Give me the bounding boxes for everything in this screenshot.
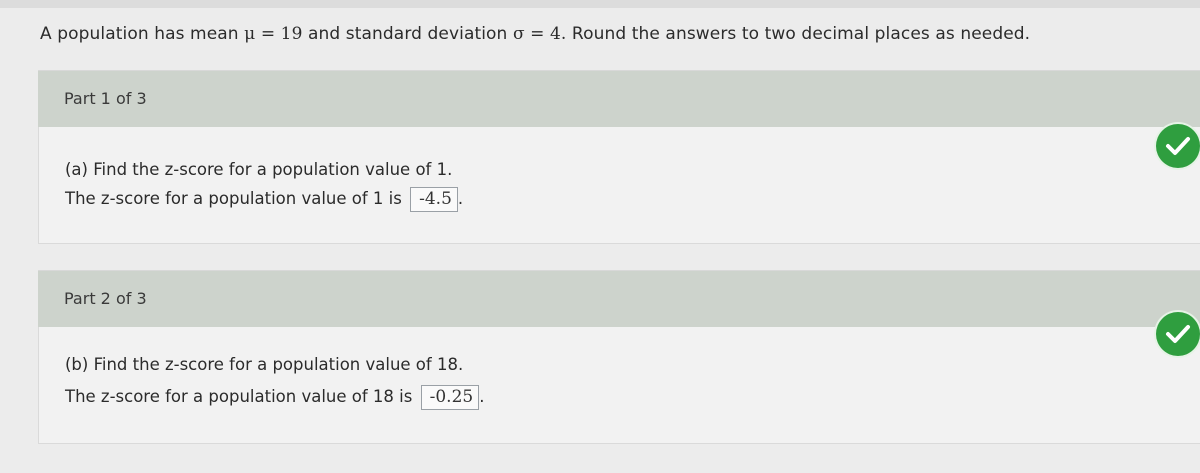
part-2-title: Part 2 of 3 xyxy=(64,289,147,308)
part-1-answer-suffix: . xyxy=(457,189,464,208)
part-2-answer-suffix: . xyxy=(479,387,485,406)
part-1-panel xyxy=(38,70,1200,244)
part-1-header[interactable] xyxy=(38,70,1200,127)
part-2-question: (b) Find the z-score for a population value of 18. xyxy=(65,355,464,374)
part-2-answer-line xyxy=(65,385,484,410)
checkmark-icon xyxy=(1156,124,1200,168)
part-2-body xyxy=(38,327,1200,444)
checkmark-icon xyxy=(1156,312,1200,356)
part-1-answer-prefix: The z-score for a population value of 1 is xyxy=(65,189,402,208)
part-2-header[interactable] xyxy=(38,270,1200,327)
std-dev-value: σ = 4. xyxy=(512,24,567,44)
part-1-body xyxy=(38,127,1200,244)
problem-statement xyxy=(40,24,1030,44)
intro-text-b: and standard deviation xyxy=(302,24,513,44)
part-1-question: (a) Find the z-score for a population value of 1. xyxy=(65,160,453,179)
part-2-answer-prefix: The z-score for a population value of 18 is xyxy=(65,387,413,406)
part-2-panel xyxy=(38,270,1200,444)
part-1-answer-input[interactable]: -4.5 xyxy=(410,187,458,212)
intro-text-a: A population has mean xyxy=(40,24,245,44)
part-2-answer-input[interactable]: -0.25 xyxy=(421,385,480,410)
part-1-title: Part 1 of 3 xyxy=(64,89,147,108)
mean-value: μ = 19 xyxy=(244,24,303,44)
part-1-answer-line xyxy=(65,187,463,212)
intro-text-c: Round the answers to two decimal places as needed. xyxy=(566,24,1031,44)
top-divider xyxy=(0,0,1200,8)
